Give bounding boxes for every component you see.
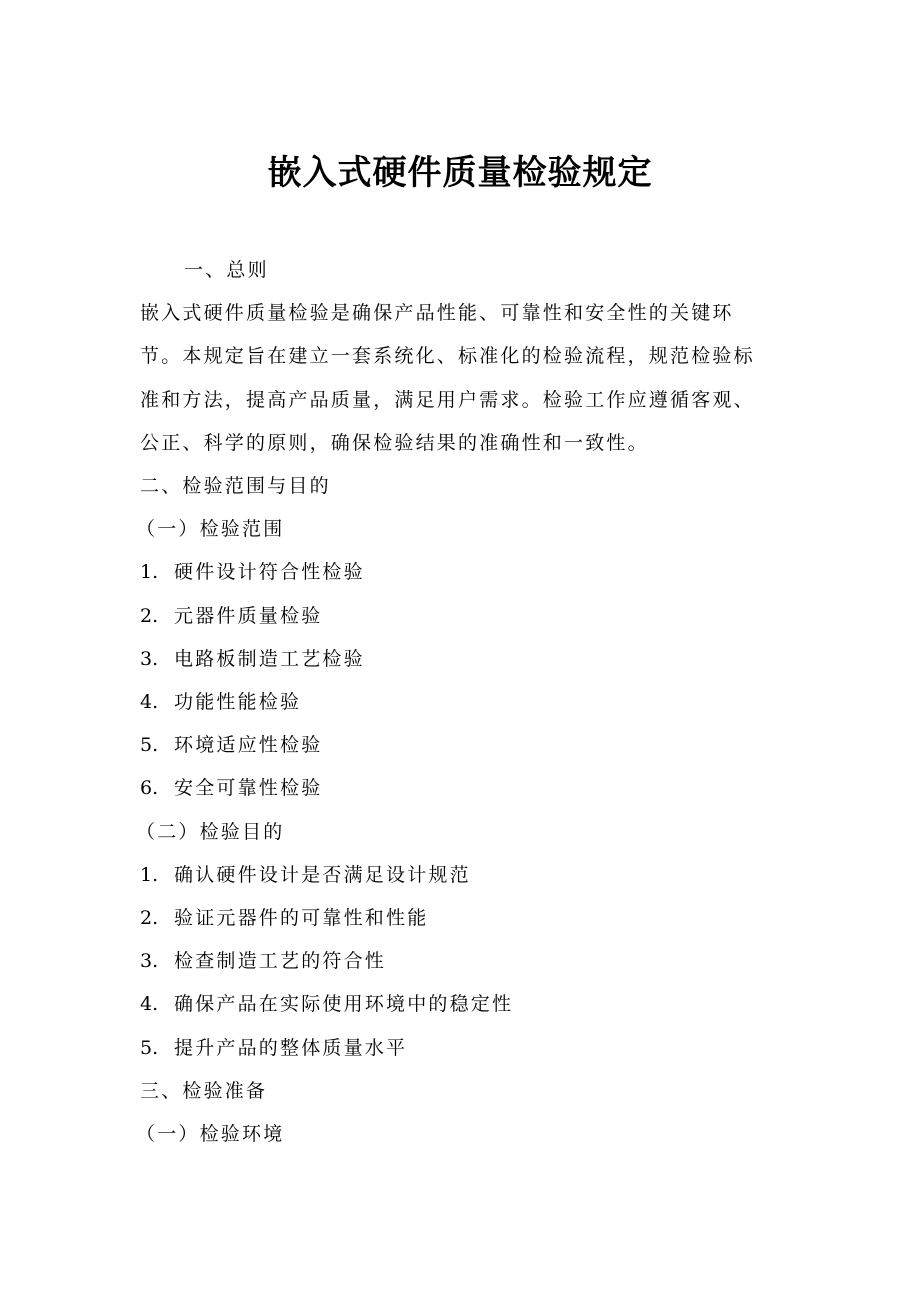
- list-item: [140, 724, 780, 767]
- list-number: 2.: [140, 907, 159, 930]
- list-item: [140, 854, 780, 897]
- list-number: 6.: [140, 777, 159, 800]
- document-body: [136, 249, 780, 1156]
- list-text: 功能性能检验: [174, 691, 302, 714]
- list-text: 检查制造工艺的符合性: [174, 950, 387, 973]
- section-heading-preparation: 三、检验准备: [140, 1079, 268, 1102]
- list-number: 2.: [140, 604, 159, 627]
- subheading-scope: （一）检验范围: [136, 518, 285, 541]
- list-number: 4.: [140, 691, 159, 714]
- list-number: 5.: [140, 734, 159, 757]
- list-text: 验证元器件的可靠性和性能: [174, 907, 429, 930]
- list-item: [140, 767, 780, 810]
- document-title: 嵌入式硬件质量检验规定: [267, 153, 653, 193]
- list-item: [140, 983, 780, 1026]
- list-number: 5.: [140, 1036, 159, 1059]
- list-text: 环境适应性检验: [174, 734, 323, 757]
- list-item: [140, 681, 780, 724]
- paragraph-line: 公正、科学的原则，确保检验结果的准确性和一致性。: [140, 431, 649, 454]
- list-text: 元器件质量检验: [174, 604, 323, 627]
- list-number: 3.: [140, 647, 159, 670]
- list-number: 1.: [140, 561, 159, 584]
- list-text: 硬件设计符合性检验: [174, 561, 365, 584]
- list-item: [140, 1027, 780, 1070]
- list-text: 提升产品的整体质量水平: [174, 1036, 408, 1059]
- section-heading-general: 一、总则: [184, 259, 269, 281]
- list-text: 安全可靠性检验: [174, 777, 323, 800]
- list-text: 电路板制造工艺检验: [174, 647, 365, 670]
- list-item: [140, 551, 780, 594]
- list-number: 1.: [140, 863, 159, 886]
- paragraph-line: 准和方法，提高产品质量，满足用户需求。检验工作应遵循客观、: [140, 388, 755, 411]
- list-text: 确认硬件设计是否满足设计规范: [174, 863, 471, 886]
- paragraph-line: 嵌入式硬件质量检验是确保产品性能、可靠性和安全性的关键环: [140, 302, 734, 325]
- section-heading-scope-purpose: 二、检验范围与目的: [140, 475, 331, 498]
- list-text: 确保产品在实际使用环境中的稳定性: [174, 993, 514, 1016]
- list-item: [140, 638, 780, 681]
- subheading-environment: （一）检验环境: [136, 1123, 285, 1146]
- list-item: [140, 940, 780, 983]
- subheading-purpose: （二）检验目的: [136, 820, 285, 843]
- list-number: 4.: [140, 993, 159, 1016]
- list-item: [140, 897, 780, 940]
- list-number: 3.: [140, 950, 159, 973]
- list-item: [140, 595, 780, 638]
- paragraph-line: 节。本规定旨在建立一套系统化、标准化的检验流程，规范检验标: [140, 345, 755, 368]
